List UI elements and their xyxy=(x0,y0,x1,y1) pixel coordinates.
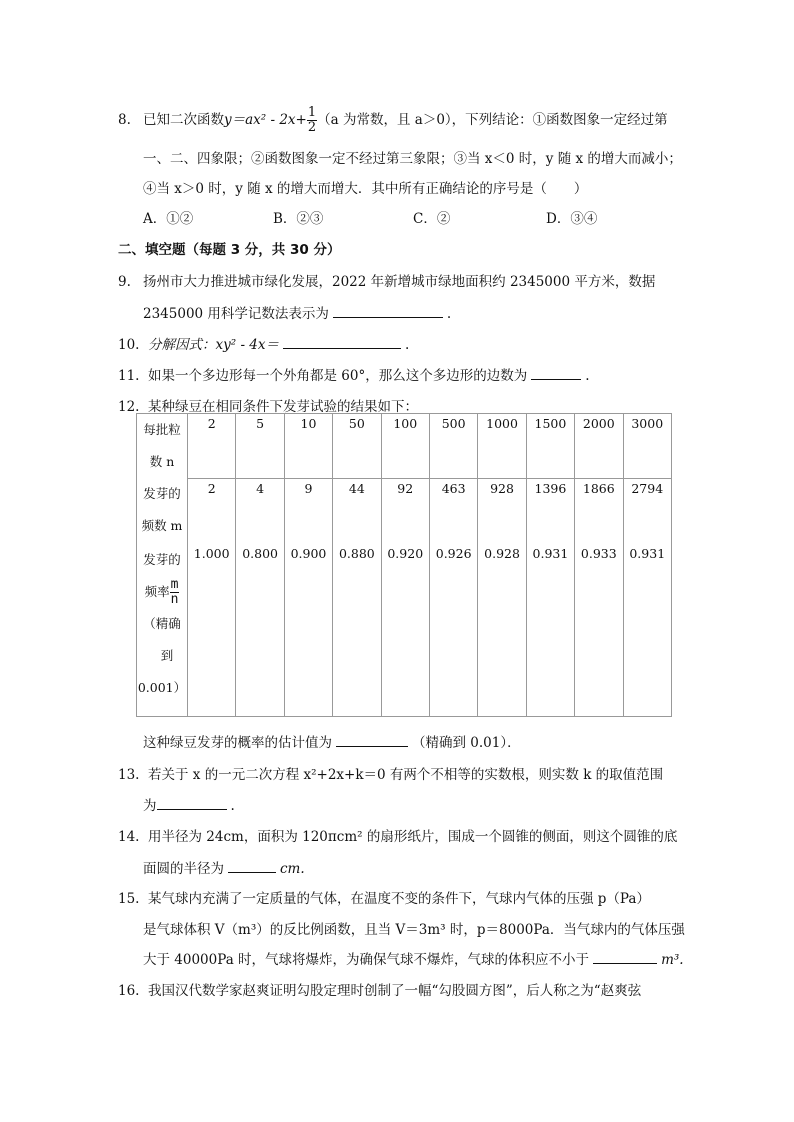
table-cell: 500 xyxy=(429,414,477,479)
table-cell: 928 xyxy=(478,478,526,544)
q12-intro: 某种绿豆在相同条件下发芽试验的结果如下： xyxy=(148,399,418,415)
q13-text: 若关于 x 的一元二次方程 x²+2x+k＝0 有两个不相等的实数根，则实数 k 的取值范围 xyxy=(148,767,664,783)
table-row-n xyxy=(137,414,672,479)
fraction-one-half xyxy=(307,106,317,135)
q15-text-3: 大于 40000Pa 时，气球将爆炸，为确保气球不爆炸，气球的体积应不小于 xyxy=(143,952,590,968)
table-cell: 44 xyxy=(333,478,381,544)
header-text: 频率 xyxy=(144,584,170,599)
table-cell: 100 xyxy=(381,414,429,479)
answer-blank[interactable] xyxy=(157,796,227,810)
table-cell: 2794 xyxy=(623,478,671,544)
q9-line2: 2345000 用科学记数法表示为 . xyxy=(143,306,452,322)
question-number: 12. xyxy=(118,399,140,415)
fraction-numerator: m xyxy=(170,577,179,592)
q11-line: 11. 如果一个多边形每一个外角都是 60°，那么这个多边形的边数为 . xyxy=(118,368,590,384)
table-cell: 463 xyxy=(429,478,477,544)
q12-line xyxy=(118,395,418,415)
table-cell: 0.800 xyxy=(236,544,284,717)
table-cell: 0.920 xyxy=(381,544,429,717)
option-d: D．③④ xyxy=(546,211,598,227)
question-number: 14. xyxy=(118,829,140,845)
table-cell: 0.926 xyxy=(429,544,477,717)
fraction-denominator: n xyxy=(170,592,179,607)
header-line: 发芽的 xyxy=(143,486,181,501)
q16-text: 我国汉代数学家赵爽证明勾股定理时创制了一幅“勾股圆方图”，后人称之为“赵爽弦 xyxy=(148,983,642,999)
germination-table xyxy=(136,413,672,717)
table-cell: 5 xyxy=(236,414,284,479)
table-row-frequency xyxy=(137,544,672,717)
table-cell: 0.931 xyxy=(526,544,574,717)
header-line: 数 n xyxy=(149,454,175,469)
table-cell: 0.900 xyxy=(284,544,332,717)
header-line xyxy=(137,576,187,608)
answer-blank[interactable] xyxy=(283,335,401,349)
q15-unit: m³. xyxy=(661,952,684,968)
table-cell: 0.928 xyxy=(478,544,526,717)
table-cell: 0.933 xyxy=(575,544,623,717)
answer-blank[interactable] xyxy=(593,950,657,964)
q15-line2: 是气球体积 V（m³）的反比例函数，且当 V＝3m³ 时，p＝8000Pa．当气球内的气体压强 xyxy=(143,922,685,938)
header-line: （精确 xyxy=(143,616,181,631)
q9-text: 扬州市大力推进城市绿化发展，2022 年新增城市绿地面积约 2345000 平方米，数据 xyxy=(143,274,656,290)
header-line: 频数 m xyxy=(141,518,183,533)
header-line: 到 xyxy=(160,648,174,663)
table-cell: 1396 xyxy=(526,478,574,544)
fraction-denominator: 2 xyxy=(307,120,317,135)
table-cell: 10 xyxy=(284,414,332,479)
table-cell: 1866 xyxy=(575,478,623,544)
question-number: 15. xyxy=(118,891,140,907)
option-c: C．② xyxy=(413,211,451,227)
option-b: B．②③ xyxy=(273,211,324,227)
q15-line1 xyxy=(118,887,650,907)
question-number: 13. xyxy=(118,767,140,783)
q8-text: 已知二次函数 xyxy=(143,112,224,128)
q9-text-2: 2345000 用科学记数法表示为 xyxy=(143,306,329,322)
header-line: 发芽的 xyxy=(143,552,181,567)
table-cell: 50 xyxy=(333,414,381,479)
question-number: 8. xyxy=(118,112,131,128)
answer-blank[interactable] xyxy=(531,366,581,380)
q15-text: 某气球内充满了一定质量的气体，在温度不变的条件下，气球内气体的压强 p（Pa） xyxy=(148,891,650,907)
table-cell: 2 xyxy=(188,478,236,544)
table-cell: 2 xyxy=(188,414,236,479)
table-row-m xyxy=(137,478,672,544)
fraction-numerator: 1 xyxy=(307,105,317,120)
q8-line1 xyxy=(118,106,668,135)
q14-unit: cm. xyxy=(280,861,305,877)
q14-text-2: 面圆的半径为 xyxy=(143,861,224,877)
q15-line3 xyxy=(143,948,684,968)
table-cell: 1.000 xyxy=(188,544,236,717)
table-cell: 2000 xyxy=(575,414,623,479)
header-line: 0.001） xyxy=(137,680,187,695)
table-cell: 4 xyxy=(236,478,284,544)
q8-line3: ④当 x＞0 时，y 随 x 的增大而增大．其中所有正确结论的序号是（ ） xyxy=(143,181,588,197)
q14-line1 xyxy=(118,825,677,845)
header-line: 每批粒 xyxy=(143,422,181,437)
q10-line: 10. 分解因式：xy² - 4x＝ . xyxy=(118,337,410,353)
table-cell: 0.880 xyxy=(333,544,381,717)
table-cell: 9 xyxy=(284,478,332,544)
q13-line1 xyxy=(118,763,663,783)
q8-function: y＝ax² - 2x+ xyxy=(224,112,307,128)
section-title: 二、填空题（每题 3 分，共 30 分） xyxy=(118,242,341,258)
q11-text: 如果一个多边形每一个外角都是 60°，那么这个多边形的边数为 xyxy=(148,368,528,384)
answer-blank[interactable] xyxy=(228,859,276,873)
answer-blank[interactable] xyxy=(336,733,408,747)
table-cell: 92 xyxy=(381,478,429,544)
row-header-frequency xyxy=(137,544,188,717)
question-number: 9. xyxy=(118,274,131,290)
q8-line2: 一、二、四象限；②函数图象一定不经过第三象限；③当 x＜0 时，y 随 x 的增大而减小； xyxy=(143,151,682,167)
row-header-n xyxy=(137,414,188,479)
answer-blank[interactable] xyxy=(333,304,443,318)
q12-prompt: 这种绿豆发芽的概率的估计值为 xyxy=(143,735,332,751)
fraction-m-over-n xyxy=(170,578,180,607)
q13-line2: 为 . xyxy=(143,798,235,814)
table-cell: 0.931 xyxy=(623,544,671,717)
question-number: 10. xyxy=(118,337,140,353)
q13-text-2: 为 xyxy=(143,798,157,814)
question-number: 11. xyxy=(118,368,140,384)
q14-line2 xyxy=(143,857,305,877)
table-cell: 1000 xyxy=(478,414,526,479)
row-header-m xyxy=(137,478,188,544)
q10-text: 分解因式：xy² - 4x＝ xyxy=(148,337,279,353)
option-a: A．①② xyxy=(143,211,194,227)
q8-text-suffix: （a 为常数，且 a＞0），下列结论：①函数图象一定经过第 xyxy=(317,112,668,128)
table-cell: 3000 xyxy=(623,414,671,479)
table-cell: 1500 xyxy=(526,414,574,479)
q9-line1 xyxy=(118,270,655,290)
q16-line1 xyxy=(118,979,641,999)
question-number: 16. xyxy=(118,983,140,999)
q12-after-line xyxy=(143,731,521,751)
q14-text: 用半径为 24cm，面积为 120πcm² 的扇形纸片，围成一个圆锥的侧面，则这个圆锥的底 xyxy=(148,829,678,845)
q12-precision-note: （精确到 0.01）． xyxy=(412,735,521,751)
